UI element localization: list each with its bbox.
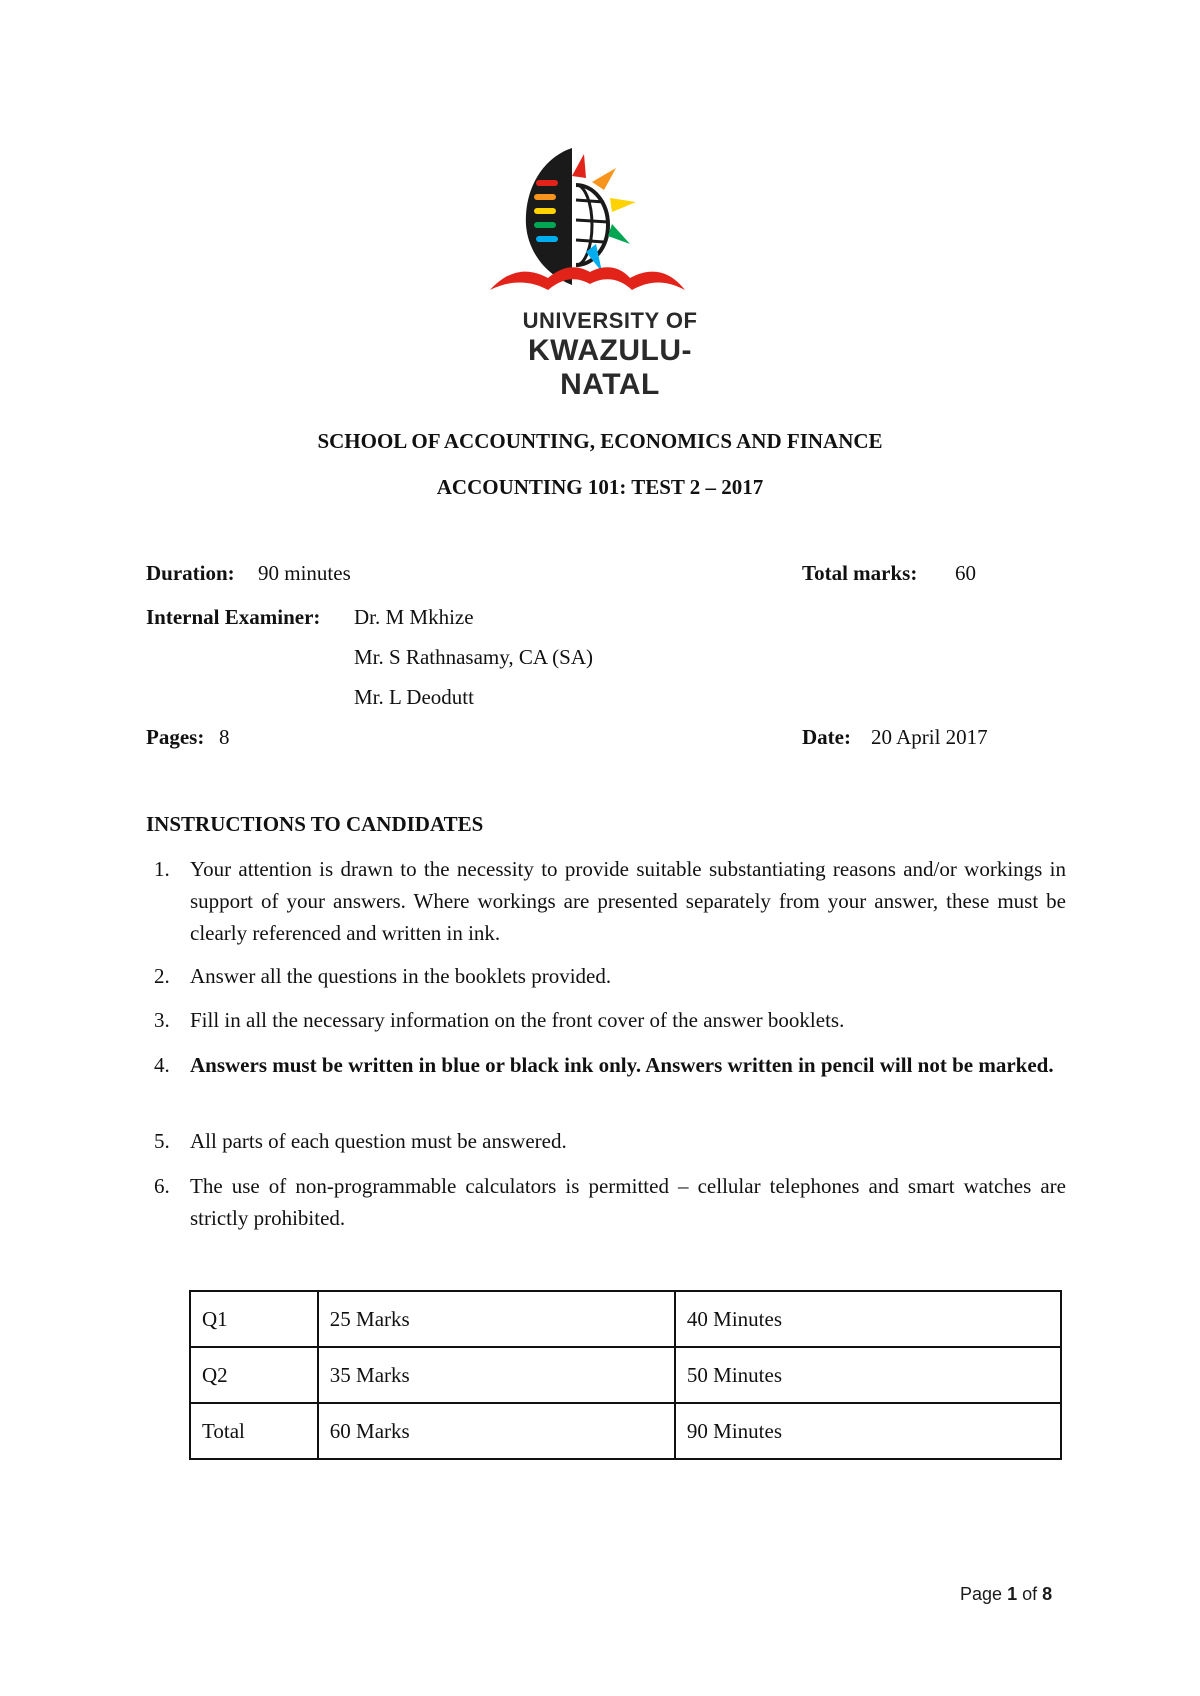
table-row <box>190 1403 1061 1459</box>
footer-page-total: 8 <box>1042 1584 1053 1604</box>
pages-value: 8 <box>219 725 230 749</box>
table-cell: Total <box>190 1403 318 1459</box>
duration-label: Duration: <box>146 561 235 585</box>
page-number-footer <box>960 1584 1052 1605</box>
instruction-number: 5. <box>154 1129 170 1153</box>
internal-examiner-label: Internal Examiner: <box>146 605 321 629</box>
table-cell: 90 Minutes <box>675 1403 1061 1459</box>
duration-value: 90 minutes <box>258 561 351 585</box>
table-cell: 35 Marks <box>318 1347 675 1403</box>
instruction-number: 6. <box>154 1174 170 1198</box>
instruction-number: 2. <box>154 964 170 988</box>
date-value: 20 April 2017 <box>871 725 988 749</box>
table-cell: 40 Minutes <box>675 1291 1061 1347</box>
instruction-text: All parts of each question must be answered. <box>190 1129 567 1153</box>
table-cell: 25 Marks <box>318 1291 675 1347</box>
university-shield-icon <box>480 140 740 305</box>
pages-label: Pages: <box>146 725 205 749</box>
instruction-number: 4. <box>154 1053 170 1077</box>
test-title: ACCOUNTING 101: TEST 2 – 2017 <box>436 475 764 499</box>
total-marks-value: 60 <box>955 561 976 585</box>
logo-kwazulu-natal-text: KWAZULU-NATAL <box>528 334 692 401</box>
footer-of-word: of <box>1022 1584 1038 1604</box>
examiner-name: Mr. L Deodutt <box>354 685 474 709</box>
table-cell: Q1 <box>190 1291 318 1347</box>
table-row <box>190 1347 1061 1403</box>
instruction-text: The use of non-programmable calculators is permitted – cellular telephones and smart watches are strictly prohibited. <box>190 1174 1066 1230</box>
table-row <box>190 1291 1061 1347</box>
instruction-text: Answers must be written in blue or black ink only. Answers written in pencil will not be marked. <box>190 1053 1054 1077</box>
examiner-name: Dr. M Mkhize <box>354 605 474 629</box>
logo-university-of-text: UNIVERSITY OF <box>522 308 698 333</box>
instructions-heading: INSTRUCTIONS TO CANDIDATES <box>146 812 484 836</box>
footer-page-word: Page <box>960 1584 1003 1604</box>
school-heading: SCHOOL OF ACCOUNTING, ECONOMICS AND FINANCE <box>317 429 883 453</box>
instruction-text: Answer all the questions in the booklets provided. <box>190 964 612 988</box>
table-cell: Q2 <box>190 1347 318 1403</box>
footer-page-number: 1 <box>1007 1584 1018 1604</box>
instruction-number: 1. <box>154 857 170 881</box>
table-cell: 60 Marks <box>318 1403 675 1459</box>
table-cell: 50 Minutes <box>675 1347 1061 1403</box>
marks-allocation-table <box>189 1290 1062 1460</box>
university-logo <box>480 140 740 401</box>
examiner-name: Mr. S Rathnasamy, CA (SA) <box>354 645 593 669</box>
instruction-text: Fill in all the necessary information on the front cover of the answer booklets. <box>190 1008 845 1032</box>
instruction-text: Your attention is drawn to the necessity to provide suitable substantiating reasons and/or workings in support of your answers. Where workings are presented separately from your answer, these must be clearly referenced and written in ink. <box>190 857 1066 945</box>
date-label: Date: <box>802 725 851 749</box>
instruction-number: 3. <box>154 1008 170 1032</box>
total-marks-label: Total marks: <box>802 561 918 585</box>
